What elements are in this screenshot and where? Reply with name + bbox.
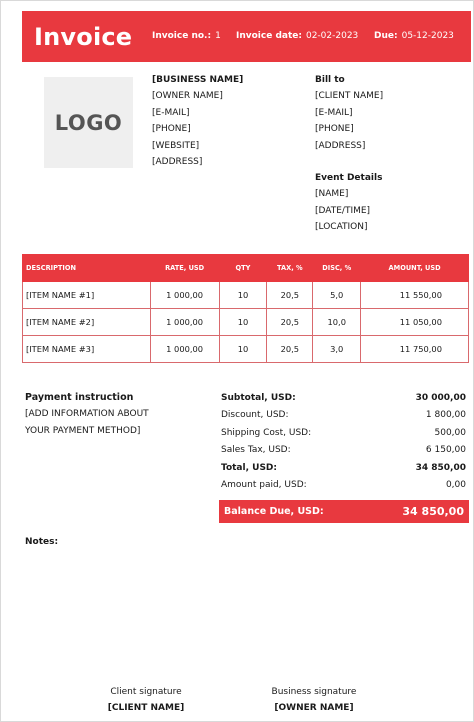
owner-name: [OWNER NAME] (152, 91, 223, 102)
item-description: [ITEM NAME #1] (23, 282, 151, 309)
amount-paid-value: 0,00 (445, 480, 466, 491)
amount-paid-row (221, 477, 466, 495)
payment-line-2: YOUR PAYMENT METHOD] (25, 426, 141, 436)
client-signature-name: [CLIENT NAME] (107, 703, 185, 713)
column-header-rate: RATE, USD (150, 255, 219, 282)
due-date-label: Due: (374, 31, 398, 41)
shipping-value: 500,00 (434, 427, 466, 438)
item-qty: 10 (219, 309, 267, 336)
item-disc: 10,0 (313, 309, 361, 336)
business-signature-label: Business signature (271, 687, 357, 697)
column-header-disc: DISC, % (313, 255, 361, 282)
event-heading: Event Details (315, 173, 383, 183)
totals-summary (221, 389, 466, 494)
invoice-header (22, 11, 471, 62)
subtotal-value: 30 000,00 (415, 392, 466, 403)
business-info (152, 72, 243, 170)
balance-due-label: Balance Due, USD: (224, 506, 324, 517)
due-date (374, 31, 454, 41)
client-signature-label: Client signature (110, 687, 182, 697)
invoice-number (152, 31, 221, 41)
items-table-header (23, 255, 469, 282)
total-row (221, 459, 466, 477)
discount-label: Discount, USD: (221, 410, 289, 421)
discount-row (221, 407, 466, 425)
sales-tax-row (221, 442, 466, 460)
invoice-date-value: 02-02-2023 (305, 31, 359, 41)
subtotal-label: Subtotal, USD: (221, 392, 296, 403)
business-name: [BUSINESS NAME] (152, 75, 244, 85)
item-amount: 11 750,00 (361, 336, 469, 363)
client-phone: [PHONE] (315, 124, 354, 135)
payment-heading: Payment instruction (25, 392, 134, 403)
payment-instruction (25, 389, 149, 440)
bill-to-heading: Bill to (315, 75, 345, 85)
sales-tax-label: Sales Tax, USD: (221, 445, 291, 456)
items-table (22, 254, 469, 363)
client-signature (105, 684, 187, 716)
item-disc: 3,0 (313, 336, 361, 363)
table-row (23, 336, 469, 363)
business-email: [E-MAIL] (152, 107, 190, 118)
business-signature (267, 684, 361, 716)
balance-due-bar (219, 500, 469, 523)
item-amount: 11 050,00 (361, 309, 469, 336)
column-header-amount: AMOUNT, USD (361, 255, 469, 282)
business-address: [ADDRESS] (152, 157, 203, 168)
client-email: [E-MAIL] (315, 107, 353, 118)
business-phone: [PHONE] (152, 124, 191, 135)
subtotal-row (221, 389, 466, 407)
table-row (23, 309, 469, 336)
shipping-row (221, 424, 466, 442)
logo-placeholder (44, 77, 133, 168)
due-date-value: 05-12-2023 (401, 31, 454, 41)
bill-to (315, 72, 383, 154)
logo-text: LOGO (54, 110, 123, 135)
item-tax: 20,5 (267, 336, 313, 363)
business-signature-name: [OWNER NAME] (274, 703, 354, 713)
item-rate: 1 000,00 (150, 309, 219, 336)
notes-label: Notes: (25, 537, 59, 547)
invoice-date (236, 31, 358, 41)
column-header-description: DESCRIPTION (23, 255, 151, 282)
business-website: [WEBSITE] (152, 140, 200, 151)
column-header-tax: TAX, % (267, 255, 313, 282)
invoice-number-label: Invoice no.: (152, 31, 212, 41)
total-label: Total, USD: (221, 462, 277, 473)
event-datetime: [DATE/TIME] (315, 205, 371, 216)
total-value: 34 850,00 (415, 462, 466, 473)
event-location: [LOCATION] (315, 222, 368, 233)
balance-due-value: 34 850,00 (402, 505, 464, 518)
item-description: [ITEM NAME #2] (23, 309, 151, 336)
event-details (315, 170, 382, 236)
item-amount: 11 550,00 (361, 282, 469, 309)
column-header-qty: QTY (219, 255, 267, 282)
payment-line-1: [ADD INFORMATION ABOUT (25, 409, 149, 419)
item-qty: 10 (219, 336, 267, 363)
client-name: [CLIENT NAME] (315, 91, 384, 102)
item-rate: 1 000,00 (150, 282, 219, 309)
item-qty: 10 (219, 282, 267, 309)
event-name: [NAME] (315, 189, 349, 200)
table-row (23, 282, 469, 309)
item-tax: 20,5 (267, 309, 313, 336)
item-tax: 20,5 (267, 282, 313, 309)
item-rate: 1 000,00 (150, 336, 219, 363)
discount-value: 1 800,00 (425, 410, 466, 421)
invoice-title: Invoice (34, 22, 133, 51)
sales-tax-value: 6 150,00 (425, 445, 466, 456)
client-address: [ADDRESS] (315, 140, 366, 151)
shipping-label: Shipping Cost, USD: (221, 427, 312, 438)
item-disc: 5,0 (313, 282, 361, 309)
amount-paid-label: Amount paid, USD: (221, 480, 307, 491)
invoice-date-label: Invoice date: (236, 31, 302, 41)
item-description: [ITEM NAME #3] (23, 336, 151, 363)
invoice-number-value: 1 (215, 31, 221, 41)
